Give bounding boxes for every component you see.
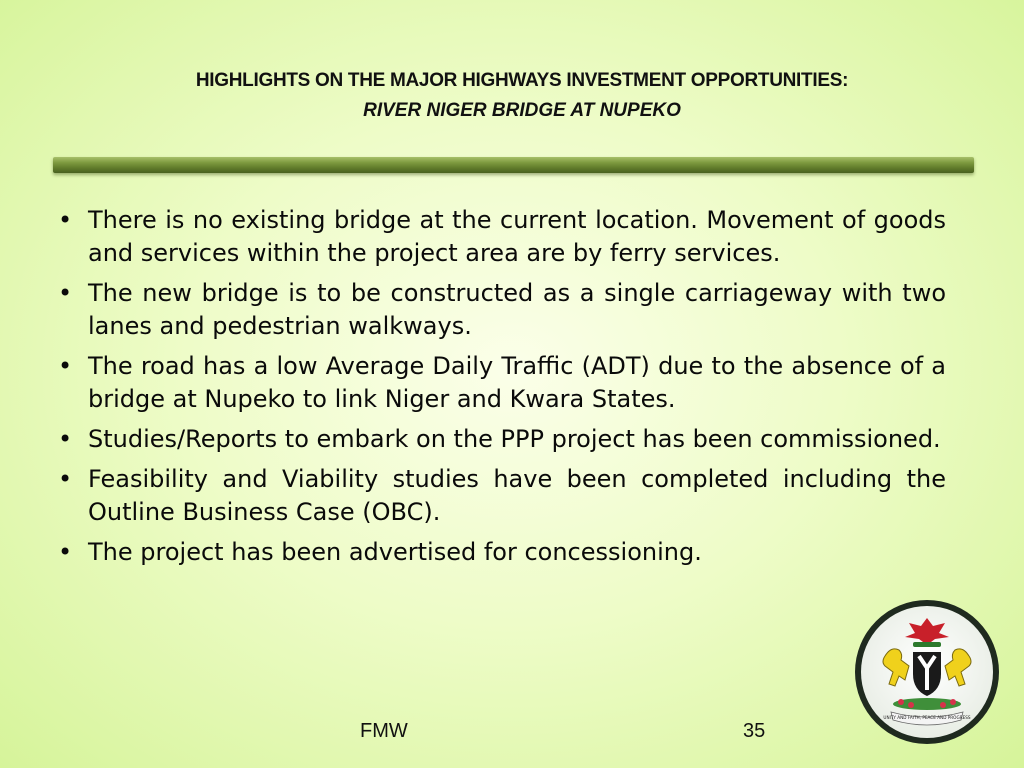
title-divider-bar (53, 157, 974, 173)
bullet-dot-icon: • (58, 279, 73, 307)
bullet-item (56, 536, 946, 569)
slide-title (60, 66, 984, 126)
bullet-text: Studies/Reports to embark on the PPP project has been commissioned. (88, 425, 941, 453)
bullet-dot-icon: • (58, 206, 73, 234)
bullet-item (56, 423, 946, 456)
bullet-text: There is no existing bridge at the current location. Movement of goods and services within the project area are by ferry services. (88, 206, 946, 267)
nigeria-coat-of-arms-icon (853, 598, 1001, 746)
bullet-text: Feasibility and Viability studies have been completed including the Outline Business Case (OBC). (88, 465, 946, 526)
bullet-text: The new bridge is to be constructed as a single carriageway with two lanes and pedestrian walkways. (88, 279, 946, 340)
bullet-item (56, 463, 946, 529)
footer-label: FMW (360, 720, 408, 742)
bullet-item (56, 204, 946, 270)
slide-subtitle: RIVER NIGER BRIDGE AT NUPEKO (363, 100, 681, 121)
bullet-item (56, 277, 946, 343)
bullet-item (56, 350, 946, 416)
slide-title-main: HIGHLIGHTS ON THE MAJOR HIGHWAYS INVESTMENT OPPORTUNITIES: (195, 70, 849, 91)
svg-text:UNITY AND FAITH, PEACE AND PRO: UNITY AND FAITH, PEACE AND PROGRESS (883, 715, 971, 720)
bullet-dot-icon: • (58, 465, 73, 493)
bullet-text: The project has been advertised for concessioning. (88, 538, 702, 566)
bullet-dot-icon: • (58, 538, 73, 566)
bullet-dot-icon: • (58, 425, 73, 453)
page-number: 35 (743, 720, 766, 742)
bullet-list (56, 204, 946, 576)
bullet-dot-icon: • (58, 352, 73, 380)
bullet-text: The road has a low Average Daily Traffic (ADT) due to the absence of a bridge at Nupeko to link Niger and Kwara States. (88, 352, 946, 413)
